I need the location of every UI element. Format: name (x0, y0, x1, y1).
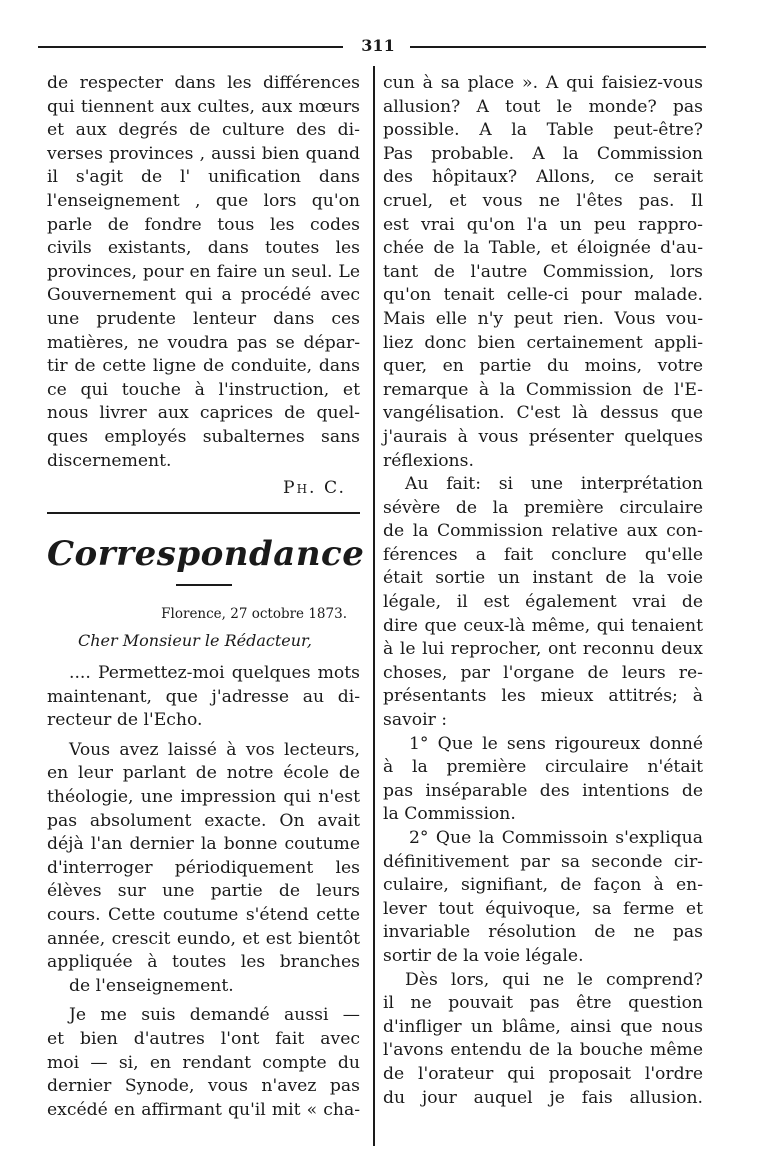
text-line: ce qui touche à l'instruction, et (47, 379, 360, 400)
text-line: verses provinces , aussi bien quand (47, 143, 360, 164)
text-line: élèves sur une partie de leurs (47, 881, 360, 902)
text-line: remarque à la Commission de l'E- (383, 379, 703, 400)
text-line: sortir de la voie légale. (383, 945, 584, 966)
text-line: l'avons entendu de la bouche même (383, 1040, 703, 1061)
text-line: quer, en partie du moins, votre (383, 356, 703, 377)
text-line: .... Permettez-moi quelques mots (69, 663, 360, 683)
text-line: ques employés subalternes sans (47, 426, 360, 447)
text-line: définitivement par sa seconde cir- (383, 851, 703, 872)
text-line: j'aurais à vous présenter quelques (383, 426, 703, 447)
text-line: il ne pouvait pas être question (383, 993, 703, 1014)
article-body-right (383, 72, 703, 1110)
text-line: lever tout équivoque, sa ferme et (383, 898, 703, 919)
text-line: nous livrer aux caprices de quel- (47, 403, 360, 424)
text-line: savoir : (383, 710, 448, 731)
text-line: légale, il est également vrai de (383, 592, 703, 613)
text-line: provinces, pour en faire un seul. Le (47, 261, 360, 282)
text-line: de respecter dans les différences (47, 73, 360, 93)
text-line: discernement. (47, 450, 172, 471)
header-rule-right (410, 46, 706, 48)
text-line: théologie, une impression qui n'est (47, 786, 360, 807)
text-line: l'enseignement , que lors qu'on (47, 190, 360, 211)
text-line: cun à sa place ». A qui faisiez-vous (383, 73, 703, 93)
text-line: déjà l'an dernier la bonne coutume (47, 834, 360, 855)
text-line: excédé en affirmant qu'il mit « cha- (47, 1099, 360, 1120)
text-line: liez donc bien certainement appli- (383, 332, 703, 353)
text-line: cruel, et vous ne l'êtes pas. Il (383, 190, 703, 211)
text-line: à le lui reprocher, ont reconnu deux (383, 639, 703, 660)
text-line: Gouvernement qui a procédé avec (47, 285, 360, 306)
signature: Ph. C. (283, 478, 346, 499)
text-line: du jour auquel je fais allusion. (383, 1087, 703, 1108)
text-line: d'infliger un blâme, ainsi que nous (383, 1016, 703, 1037)
text-line: et aux degrés de culture des di- (47, 120, 360, 141)
text-line: pas inséparable des intentions de (383, 780, 703, 801)
text-line: Mais elle n'y peut rien. Vous vou- (383, 308, 703, 329)
text-line: Je me suis demandé aussi — (69, 1005, 360, 1026)
text-line: cours. Cette coutume s'étend cette (47, 904, 360, 925)
left-column-previous-article (47, 72, 360, 501)
text-line: dernier Synode, vous n'avez pas (47, 1076, 360, 1097)
text-line: dire que ceux-là même, qui tenaient (383, 615, 703, 636)
page-number: 311 (361, 36, 395, 55)
text-line: moi — si, en rendant compte du (47, 1052, 360, 1073)
text-line: réflexions. (383, 450, 474, 471)
text-line: la Commission. (383, 804, 516, 825)
text-line: possible. A la Table peut-être? (383, 120, 703, 141)
salutation: Cher Monsieur le Rédacteur, (78, 631, 313, 650)
text-line: 1° Que le sens rigoureux donné (409, 733, 703, 754)
text-line: Pas probable. A la Commission (383, 143, 703, 164)
text-line: choses, par l'organe de leurs re- (383, 662, 703, 683)
text-line: Vous avez laissé à vos lecteurs, (69, 739, 360, 760)
text-line: année, crescit eundo, et est bientôt (47, 928, 360, 949)
text-line: tir de cette ligne de conduite, dans (47, 356, 360, 377)
text-line: invariable résolution de ne pas (383, 922, 703, 943)
text-line: des hôpitaux? Allons, ce serait (383, 167, 703, 188)
page-header (38, 36, 706, 56)
text-line: Dès lors, qui ne le comprend? (405, 969, 703, 990)
text-line: une prudente lenteur dans ces (47, 308, 360, 329)
text-line: parle de fondre tous les codes (47, 214, 360, 235)
text-line: à la première circulaire n'était (383, 757, 703, 778)
text-line: maintenant, que j'adresse au di- (47, 686, 360, 707)
column-divider (373, 66, 375, 1146)
article-title: Correspondance (47, 534, 365, 574)
text-line: appliquée à toutes les branches (47, 952, 360, 973)
text-line: présentants les mieux attitrés; à (383, 686, 703, 707)
text-line: était sortie un instant de la voie (383, 568, 703, 589)
article-separator (47, 512, 360, 514)
text-line: sévère de la première circulaire (383, 497, 703, 518)
text-line: matières, ne voudra pas se dépar- (47, 332, 360, 353)
text-line: férences a fait conclure qu'elle (383, 544, 703, 565)
text-line: il s'agit de l' unification dans (47, 167, 360, 188)
text-line: d'interroger périodiquement les (47, 857, 360, 878)
text-line: vangélisation. C'est là dessus que (383, 403, 703, 424)
text-line: tant de l'autre Commission, lors (383, 261, 703, 282)
text-line: est vrai qu'on l'a un peu rappro- (383, 214, 703, 235)
text-line: de l'orateur qui proposait l'ordre (383, 1063, 703, 1084)
text-line: en leur parlant de notre école de (47, 763, 360, 784)
text-line: Au fait: si une interprétation (405, 474, 703, 495)
text-line: de l'enseignement. (69, 975, 234, 996)
text-line: recteur de l'Echo. (47, 710, 203, 731)
dateline: Florence, 27 octobre 1873. (161, 606, 347, 622)
header-rule-left (38, 46, 343, 48)
title-dash (176, 584, 232, 586)
text-line: et bien d'autres l'ont fait avec (47, 1028, 360, 1049)
text-line: qui tiennent aux cultes, aux mœurs (47, 96, 360, 117)
text-line: pas absolument exacte. On avait (47, 810, 360, 831)
text-line: culaire, signifiant, de façon à en- (383, 875, 703, 896)
text-line: chée de la Table, et éloignée d'au- (383, 238, 703, 259)
article-body-left (47, 662, 360, 1122)
text-line: qu'on tenait celle-ci pour malade. (383, 285, 703, 306)
text-line: 2° Que la Commissoin s'expliqua (409, 828, 703, 848)
text-line: civils existants, dans toutes les (47, 238, 360, 259)
text-line: allusion? A tout le monde? pas (383, 96, 703, 117)
text-line: de la Commission relative aux con- (383, 521, 703, 542)
